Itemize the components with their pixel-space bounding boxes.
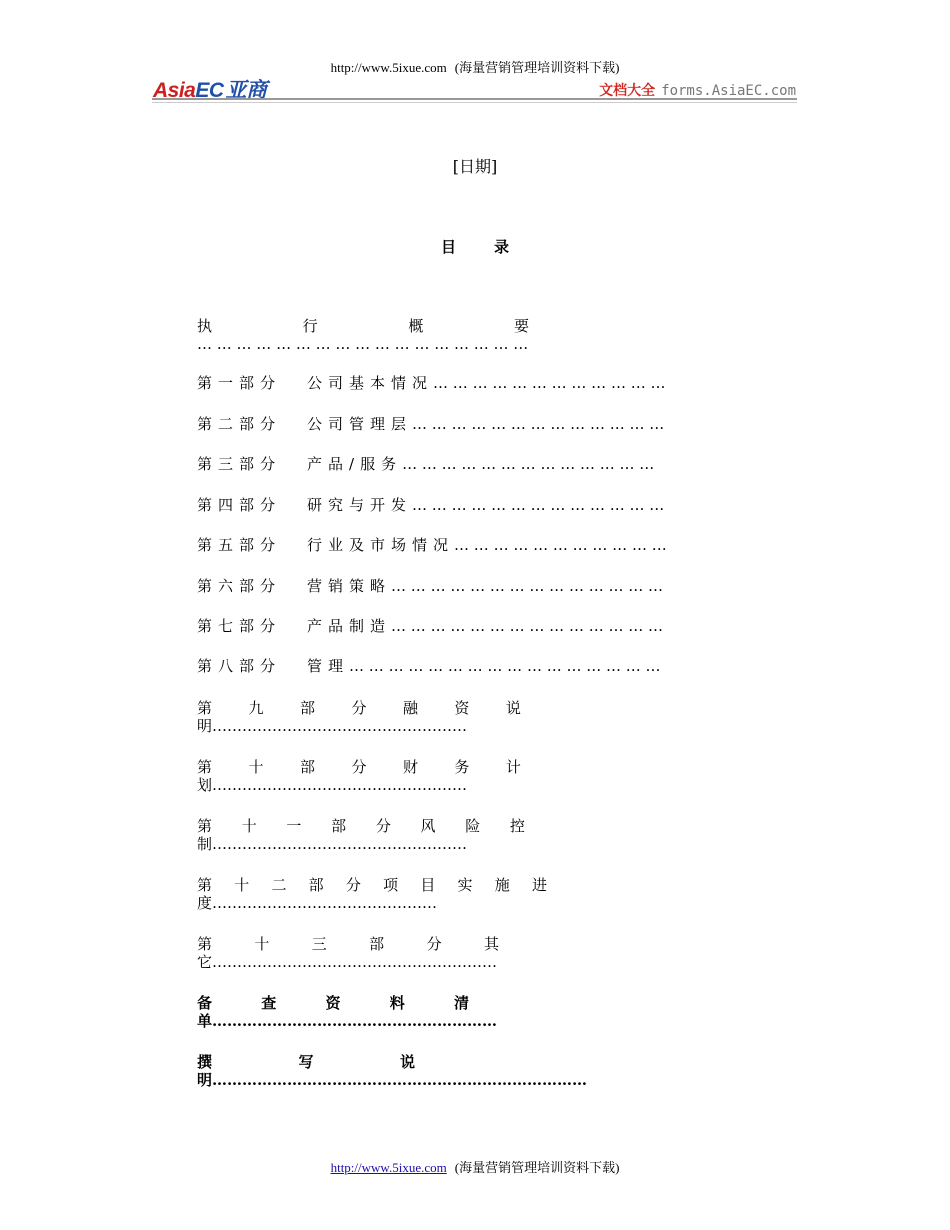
toc-word: 融 xyxy=(402,699,418,717)
toc-part-title: 公司基本情况 xyxy=(307,374,434,392)
tagline-domain: forms.AsiaEC.com xyxy=(661,83,796,99)
toc-entry-line-1 xyxy=(197,876,547,894)
toc-part-title: 产品制造 xyxy=(307,617,392,635)
toc-word: 写 xyxy=(298,1053,314,1071)
toc-leader-dots: … … … … … … … … … … … … … … … … xyxy=(349,657,661,675)
toc-word: 三 xyxy=(311,935,327,953)
summary-dots: … … … … … … … … … … … … … … … … … xyxy=(197,335,529,353)
toc-word: 部 xyxy=(299,758,315,776)
toc-word: 十 xyxy=(248,758,264,776)
toc-word: 计 xyxy=(505,758,521,776)
toc-word: 资 xyxy=(325,994,341,1012)
toc-entry-line-1 xyxy=(197,699,521,717)
toc-word: 目 xyxy=(420,876,436,894)
toc-word: 分 xyxy=(345,876,361,894)
toc-word: 清 xyxy=(453,994,469,1012)
date-placeholder: [日期] xyxy=(452,157,498,176)
toc-word: 项 xyxy=(383,876,399,894)
header-divider-thin xyxy=(152,102,797,103)
toc-word: 第 xyxy=(197,935,213,953)
logo-asia-text: Asia xyxy=(153,79,196,102)
summary-word: 行 xyxy=(302,317,318,335)
toc-part-title: 行业及市场情况 xyxy=(307,536,455,554)
toc-entry-line-1 xyxy=(197,817,525,835)
toc-word: 分 xyxy=(351,758,367,776)
toc-word: 部 xyxy=(369,935,385,953)
toc-leader-dots: … … … … … … … … … … … … … … xyxy=(391,577,664,595)
summary-words xyxy=(197,317,529,335)
toc-word: 第 xyxy=(197,817,213,835)
toc-word: 第 xyxy=(197,699,213,717)
toc-entry-part-1[interactable] xyxy=(197,374,665,392)
toc-word: 说 xyxy=(505,699,521,717)
tagline-cn: 文档大全 xyxy=(599,83,656,99)
header-divider xyxy=(152,98,797,100)
toc-word: 备 xyxy=(197,994,213,1012)
toc-part-title: 产品/服务 xyxy=(307,455,403,473)
toc-part-title: 公司管理层 xyxy=(307,415,413,433)
toc-entry-wrapped-4[interactable] xyxy=(197,876,547,912)
toc-entry-line-2: 划…………………………………………… xyxy=(197,776,468,794)
toc-word: 实 xyxy=(457,876,473,894)
toc-word: 分 xyxy=(351,699,367,717)
toc-word: 查 xyxy=(261,994,277,1012)
toc-entry-part-8[interactable] xyxy=(197,657,661,675)
header-note: (海量营销管理培训资料下载) xyxy=(454,60,620,75)
toc-part-label: 第四部分 xyxy=(197,496,282,514)
toc-leader-dots: … … … … … … … … … … … … … xyxy=(412,415,665,433)
toc-entry-wrapped-5[interactable] xyxy=(197,935,499,971)
toc-word: 分 xyxy=(426,935,442,953)
toc-word: 部 xyxy=(308,876,324,894)
toc-part-label: 第一部分 xyxy=(197,374,282,392)
toc-word: 险 xyxy=(465,817,481,835)
toc-word: 务 xyxy=(454,758,470,776)
toc-word: 风 xyxy=(420,817,436,835)
toc-entry-part-5[interactable] xyxy=(197,536,667,554)
toc-entry-line-2: 度……………………………………… xyxy=(197,894,438,912)
toc-entry-part-3[interactable] xyxy=(197,455,654,473)
header-url: http://www.5ixue.com xyxy=(330,60,447,75)
toc-part-title: 研究与开发 xyxy=(307,496,413,514)
logo-cn-text: 亚商 xyxy=(225,79,267,102)
toc-word: 财 xyxy=(402,758,418,776)
toc-part-label: 第三部分 xyxy=(197,455,282,473)
toc-word: 部 xyxy=(299,699,315,717)
toc-entry-line-1 xyxy=(197,758,521,776)
header-source-line xyxy=(0,57,950,76)
toc-word: 说 xyxy=(399,1053,415,1071)
summary-word: 执 xyxy=(197,317,213,335)
toc-leader-dots: … … … … … … … … … … … … … xyxy=(412,496,665,514)
toc-entry-line-2: 明………………………………………………………………… xyxy=(197,1071,588,1089)
toc-title: 目录 xyxy=(440,238,547,256)
toc-word: 其 xyxy=(483,935,499,953)
toc-entry-wrapped-1[interactable] xyxy=(197,699,521,735)
logo-ec-text: EC xyxy=(195,79,224,102)
toc-word: 二 xyxy=(271,876,287,894)
toc-word: 第 xyxy=(197,876,213,894)
toc-entry-line-2: 它………………………………………………… xyxy=(197,953,498,971)
toc-word: 十 xyxy=(241,817,257,835)
toc-entry-line-2: 单………………………………………………… xyxy=(197,1012,498,1030)
toc-entry-line-2: 明…………………………………………… xyxy=(197,717,468,735)
toc-leader-dots: … … … … … … … … … … … … xyxy=(433,374,666,392)
toc-entry-part-4[interactable] xyxy=(197,496,664,514)
toc-leader-dots: … … … … … … … … … … … … … xyxy=(402,455,655,473)
footer-link[interactable]: http://www.5ixue.com xyxy=(330,1160,447,1175)
toc-entry-wrapped-2[interactable] xyxy=(197,758,521,794)
toc-leader-dots: … … … … … … … … … … … … … … xyxy=(391,617,664,635)
toc-entry-wrapped-3[interactable] xyxy=(197,817,525,853)
toc-part-title: 营销策略 xyxy=(307,577,392,595)
toc-word: 施 xyxy=(494,876,510,894)
summary-word: 要 xyxy=(513,317,529,335)
toc-word: 十 xyxy=(234,876,250,894)
header-tagline xyxy=(599,80,796,100)
toc-entry-part-6[interactable] xyxy=(197,577,663,595)
toc-entry-line-2: 制…………………………………………… xyxy=(197,835,468,853)
toc-part-label: 第七部分 xyxy=(197,617,282,635)
toc-part-label: 第五部分 xyxy=(197,536,282,554)
toc-word: 部 xyxy=(331,817,347,835)
toc-entry-summary[interactable] xyxy=(197,317,529,353)
toc-word: 进 xyxy=(531,876,547,894)
toc-word: 撰 xyxy=(197,1053,213,1071)
toc-part-title: 管理 xyxy=(307,657,350,675)
toc-entry-wrapped-6[interactable] xyxy=(197,994,498,1030)
toc-word: 第 xyxy=(197,758,213,776)
summary-word: 概 xyxy=(408,317,424,335)
toc-entry-wrapped-7[interactable] xyxy=(197,1053,588,1089)
toc-part-label: 第二部分 xyxy=(197,415,282,433)
toc-leader-dots: … … … … … … … … … … … xyxy=(454,536,667,554)
toc-word: 料 xyxy=(389,994,405,1012)
footer-note: (海量营销管理培训资料下载) xyxy=(454,1160,620,1175)
toc-entry-line-1 xyxy=(197,935,499,953)
toc-entry-line-1 xyxy=(197,1053,415,1071)
toc-entry-part-2[interactable] xyxy=(197,415,664,433)
toc-word: 九 xyxy=(248,699,264,717)
toc-word: 一 xyxy=(286,817,302,835)
footer-source-line xyxy=(0,1157,950,1176)
toc-word: 资 xyxy=(454,699,470,717)
toc-word: 分 xyxy=(375,817,391,835)
toc-entry-part-7[interactable] xyxy=(197,617,663,635)
toc-word: 控 xyxy=(509,817,525,835)
toc-part-label: 第六部分 xyxy=(197,577,282,595)
toc-entry-line-1 xyxy=(197,994,469,1012)
toc-part-label: 第八部分 xyxy=(197,657,282,675)
toc-word: 十 xyxy=(254,935,270,953)
